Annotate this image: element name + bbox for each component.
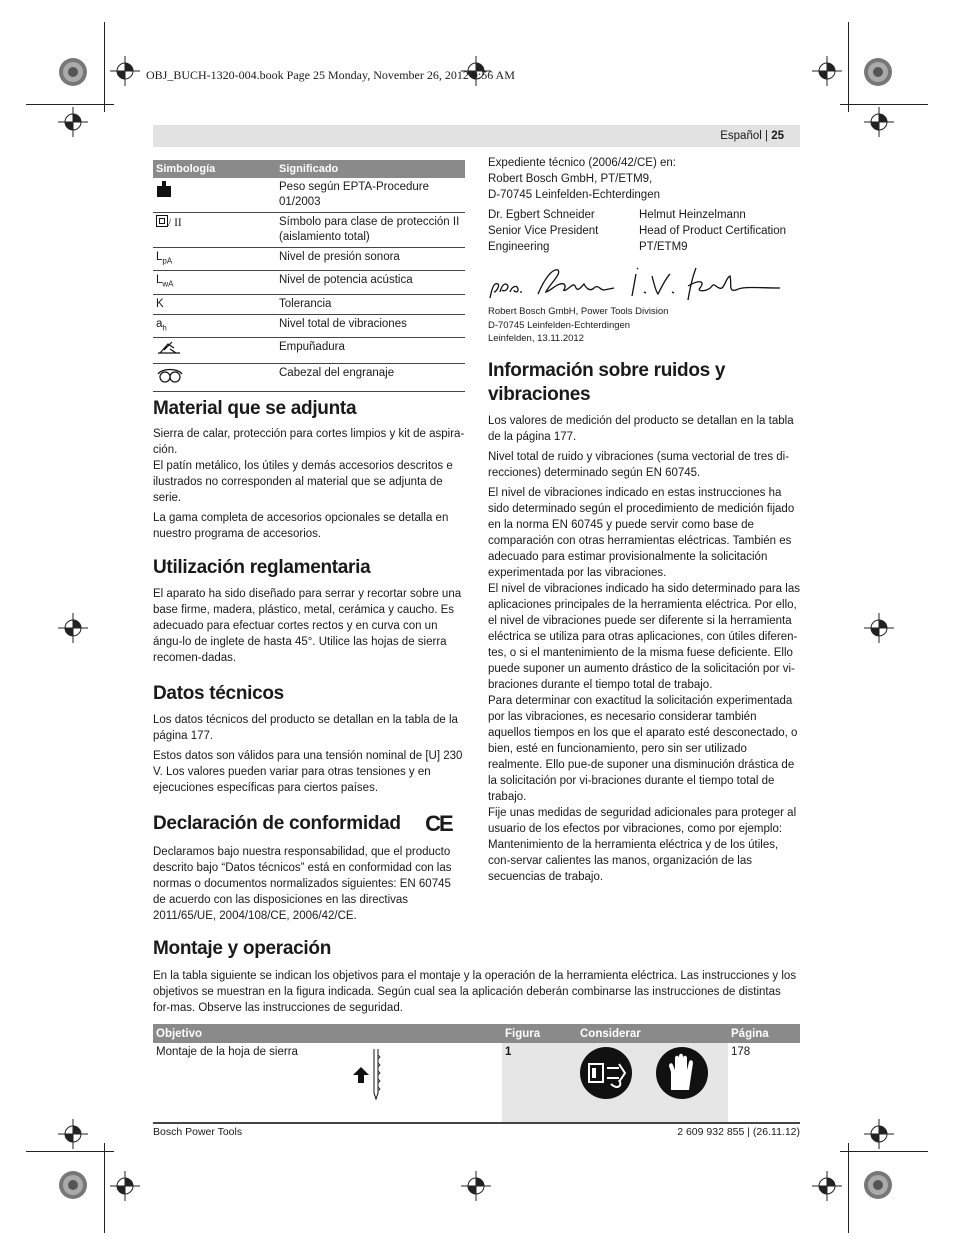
symbol-meaning: Símbolo para clase de protección II (aislamiento total) <box>276 213 465 248</box>
company-line: D-70745 Leinfelden-Echterdingen <box>488 319 631 331</box>
signer-dept: Engineering <box>488 241 550 253</box>
symbol-meaning: Nivel total de vibraciones <box>276 314 465 337</box>
section-title: Montaje y operación <box>153 938 332 959</box>
company-line: Leinfelden, 13.11.2012 <box>488 333 584 344</box>
symbol-subscript: pA <box>162 256 173 266</box>
section-montaje <box>153 937 800 1016</box>
assembly-header-page: Página <box>728 1024 800 1043</box>
symbol-letter: L <box>156 274 163 287</box>
expediente-line: D-70745 Leinfelden-Echterdingen <box>488 189 660 201</box>
symbol-table-header-meaning: Significado <box>276 160 465 178</box>
section-title: Utilización reglamentaria <box>153 557 371 578</box>
section-title: Declaración de conformidad <box>153 813 401 834</box>
unplug-icon <box>579 1046 633 1100</box>
language-label: Español <box>720 130 762 142</box>
paragraph: Declaramos bajo nuestra responsabilidad, que el producto descrito bajo “Datos técnicos” está en conformidad con las normas o documentos normalizados siguientes: EN 60745 de acuerdo con las disposiciones en las directivas 2011/65/UE, 2004/108/CE, 2006/42/CE. <box>153 846 452 922</box>
signer-title: Head of Product Certification <box>639 225 787 237</box>
symbol-meaning: Nivel de potencia acústica <box>276 271 465 294</box>
signer-name: Helmut Heinzelmann <box>639 209 746 221</box>
symbol-letter: K <box>156 297 164 310</box>
symbol-meaning: Nivel de presión sonora <box>276 248 465 271</box>
company-line: Robert Bosch GmbH, Power Tools Division <box>488 306 669 317</box>
paragraph: El aparato ha sido diseñado para serrar y recortar sobre una base firme, madera, plástico, metal, cerámica y caucho. Es adecuado para efectuar cortes rectos y en curva con un ángu-lo de inglete de hasta 45°. Utilice las hojas de sierra recomen-dadas. <box>153 588 462 664</box>
signatures <box>486 262 786 306</box>
signer-dept: PT/ETM9 <box>639 241 688 253</box>
title-line: vibraciones <box>488 384 591 405</box>
symbol-letter: a <box>156 317 163 330</box>
header-separator: | <box>765 130 768 142</box>
title-line: Información sobre ruidos y <box>488 360 726 381</box>
symbol-table <box>153 160 465 392</box>
protection-class-label: / II <box>168 217 182 229</box>
paragraph: El nivel de vibraciones indicado ha sido determinado para las aplicaciones principales de la herramienta eléctrica. Por ello, el nivel de vibraciones puede ser diferente si la herramienta eléctrica se utiliza para otras aplicaciones, con útiles diferen-tes, o si el mantenimiento de la misma fuese deficiente. Ello puede suponer un aumento drástico de la solicitación por vi-braciones durante el tiempo total de trabajo. <box>488 583 800 691</box>
assembly-header-figure: Figura <box>502 1024 577 1043</box>
section-material <box>153 397 465 542</box>
weight-icon <box>156 180 172 198</box>
footer-left: Bosch Power Tools <box>153 1126 243 1138</box>
table-row <box>153 248 465 271</box>
expediente-line: Robert Bosch GmbH, PT/ETM9, <box>488 173 653 185</box>
paragraph: Para determinar con exactitud la solicitación experimentada por las vibraciones, es necesario considerar también aquellos tiempos en los que el aparato esté desconectado, o bien, esté en funcionamiento, pero sin ser utilizado realmente. Ello pue-de suponer una disminución drástica de la solicitación por vi-braciones durante el tiempo total de trabajo. <box>488 695 798 803</box>
assembly-table <box>153 1024 800 1124</box>
page-header-language <box>720 130 784 142</box>
table-row <box>153 337 465 363</box>
table-row <box>153 363 465 391</box>
signer-left <box>488 207 598 255</box>
table-row <box>153 178 465 213</box>
section-datos <box>153 682 465 796</box>
symbol-meaning: Empuñadura <box>276 337 465 363</box>
assembly-figure: 1 <box>505 1046 512 1058</box>
table-row <box>153 1043 800 1124</box>
section-title <box>488 359 800 407</box>
blade-insert-icon <box>351 1047 385 1101</box>
symbol-subscript: wA <box>162 279 174 289</box>
section-title: Material que se adjunta <box>153 398 357 419</box>
paragraph: En la tabla siguiente se indican los objetivos para el montaje y la operación de la herramienta eléctrica. Las instrucciones y los objetivos se muestran en la figura indicada. Según cual sea la aplicación deberán combinarse las instrucciones de distintas for-mas. Observe las instrucciones de seguridad. <box>153 970 797 1014</box>
symbol-subscript: h <box>162 322 167 332</box>
footer-rule <box>153 1122 800 1123</box>
gloves-icon <box>655 1046 709 1100</box>
paragraph: Nivel total de ruido y vibraciones (suma vectorial de tres di-recciones) determinado según EN 60745. <box>488 451 790 479</box>
table-row <box>153 213 465 248</box>
paragraph: El nivel de vibraciones indicado en estas instrucciones ha sido determinado según el procedimiento de medición fijado en la norma EN 60745 y puede servir como base de comparación con otras herramientas eléctricas. También es adecuado para estimar provisionalmente la solicitación experimentada por las vibraciones. <box>488 487 795 579</box>
assembly-header-consider: Considerar <box>577 1024 728 1043</box>
protection-class-icon <box>156 215 168 227</box>
assembly-page: 178 <box>731 1046 751 1058</box>
signer-name: Dr. Egbert Schneider <box>488 209 595 221</box>
page-number: 25 <box>771 130 784 142</box>
gear-head-icon <box>156 366 184 384</box>
assembly-objective: Montaje de la hoja de sierra <box>156 1046 298 1058</box>
grip-icon <box>156 340 182 356</box>
footer-right: 2 609 932 855 | (26.11.12) <box>677 1126 800 1138</box>
table-row <box>153 271 465 294</box>
paragraph: La gama completa de accesorios opcionales se detalla en nuestro programa de accesorios. <box>153 512 449 540</box>
expediente-line: Expediente técnico (2006/42/CE) en: <box>488 157 676 169</box>
signer-title: Senior Vice President <box>488 225 599 237</box>
section-title: Datos técnicos <box>153 683 284 704</box>
expediente-block <box>488 155 800 203</box>
paragraph: Fije unas medidas de seguridad adicionales para proteger al usuario de los efectos por vibraciones, como por ejemplo: Mantenimiento de la herramienta eléctrica y de los útiles, con-servar calientes las manos, organización de las secuencias de trabajo. <box>488 807 797 883</box>
left-column <box>153 160 465 392</box>
page-header-band <box>153 125 800 147</box>
symbol-meaning: Cabezal del engranaje <box>276 363 465 391</box>
symbol-letter: L <box>156 251 163 263</box>
company-block <box>488 305 800 346</box>
section-uso <box>153 556 465 666</box>
signer-right <box>639 207 786 255</box>
paragraph: Estos datos son válidos para una tensión nominal de [U] 230 V. Los valores pueden variar para otras tensiones y en ejecuciones específicas para ciertos países. <box>153 750 463 794</box>
symbol-table-header-symbol: Simbología <box>153 160 276 178</box>
paragraph: Sierra de calar, protección para cortes limpios y kit de aspira-ción. <box>153 428 465 456</box>
section-ruidos <box>488 359 800 885</box>
table-row <box>153 314 465 337</box>
paragraph: El patín metálico, los útiles y demás accesorios descritos e ilustrados no corresponden al material que se adjunta de serie. <box>153 460 453 504</box>
paragraph: Los valores de medición del producto se detallan en la tabla de la página 177. <box>488 415 794 443</box>
section-conformidad <box>153 811 465 924</box>
symbol-meaning: Peso según EPTA-Procedure 01/2003 <box>276 178 465 213</box>
symbol-meaning: Tolerancia <box>276 294 465 314</box>
table-row <box>153 294 465 314</box>
assembly-header-objective: Objetivo <box>153 1024 502 1043</box>
book-info-line: OBJ_BUCH-1320-004.book Page 25 Monday, November 26, 2012 9:56 AM <box>146 68 515 82</box>
paragraph: Los datos técnicos del producto se detallan en la tabla de la página 177. <box>153 714 458 742</box>
ce-mark: CE <box>425 811 452 836</box>
